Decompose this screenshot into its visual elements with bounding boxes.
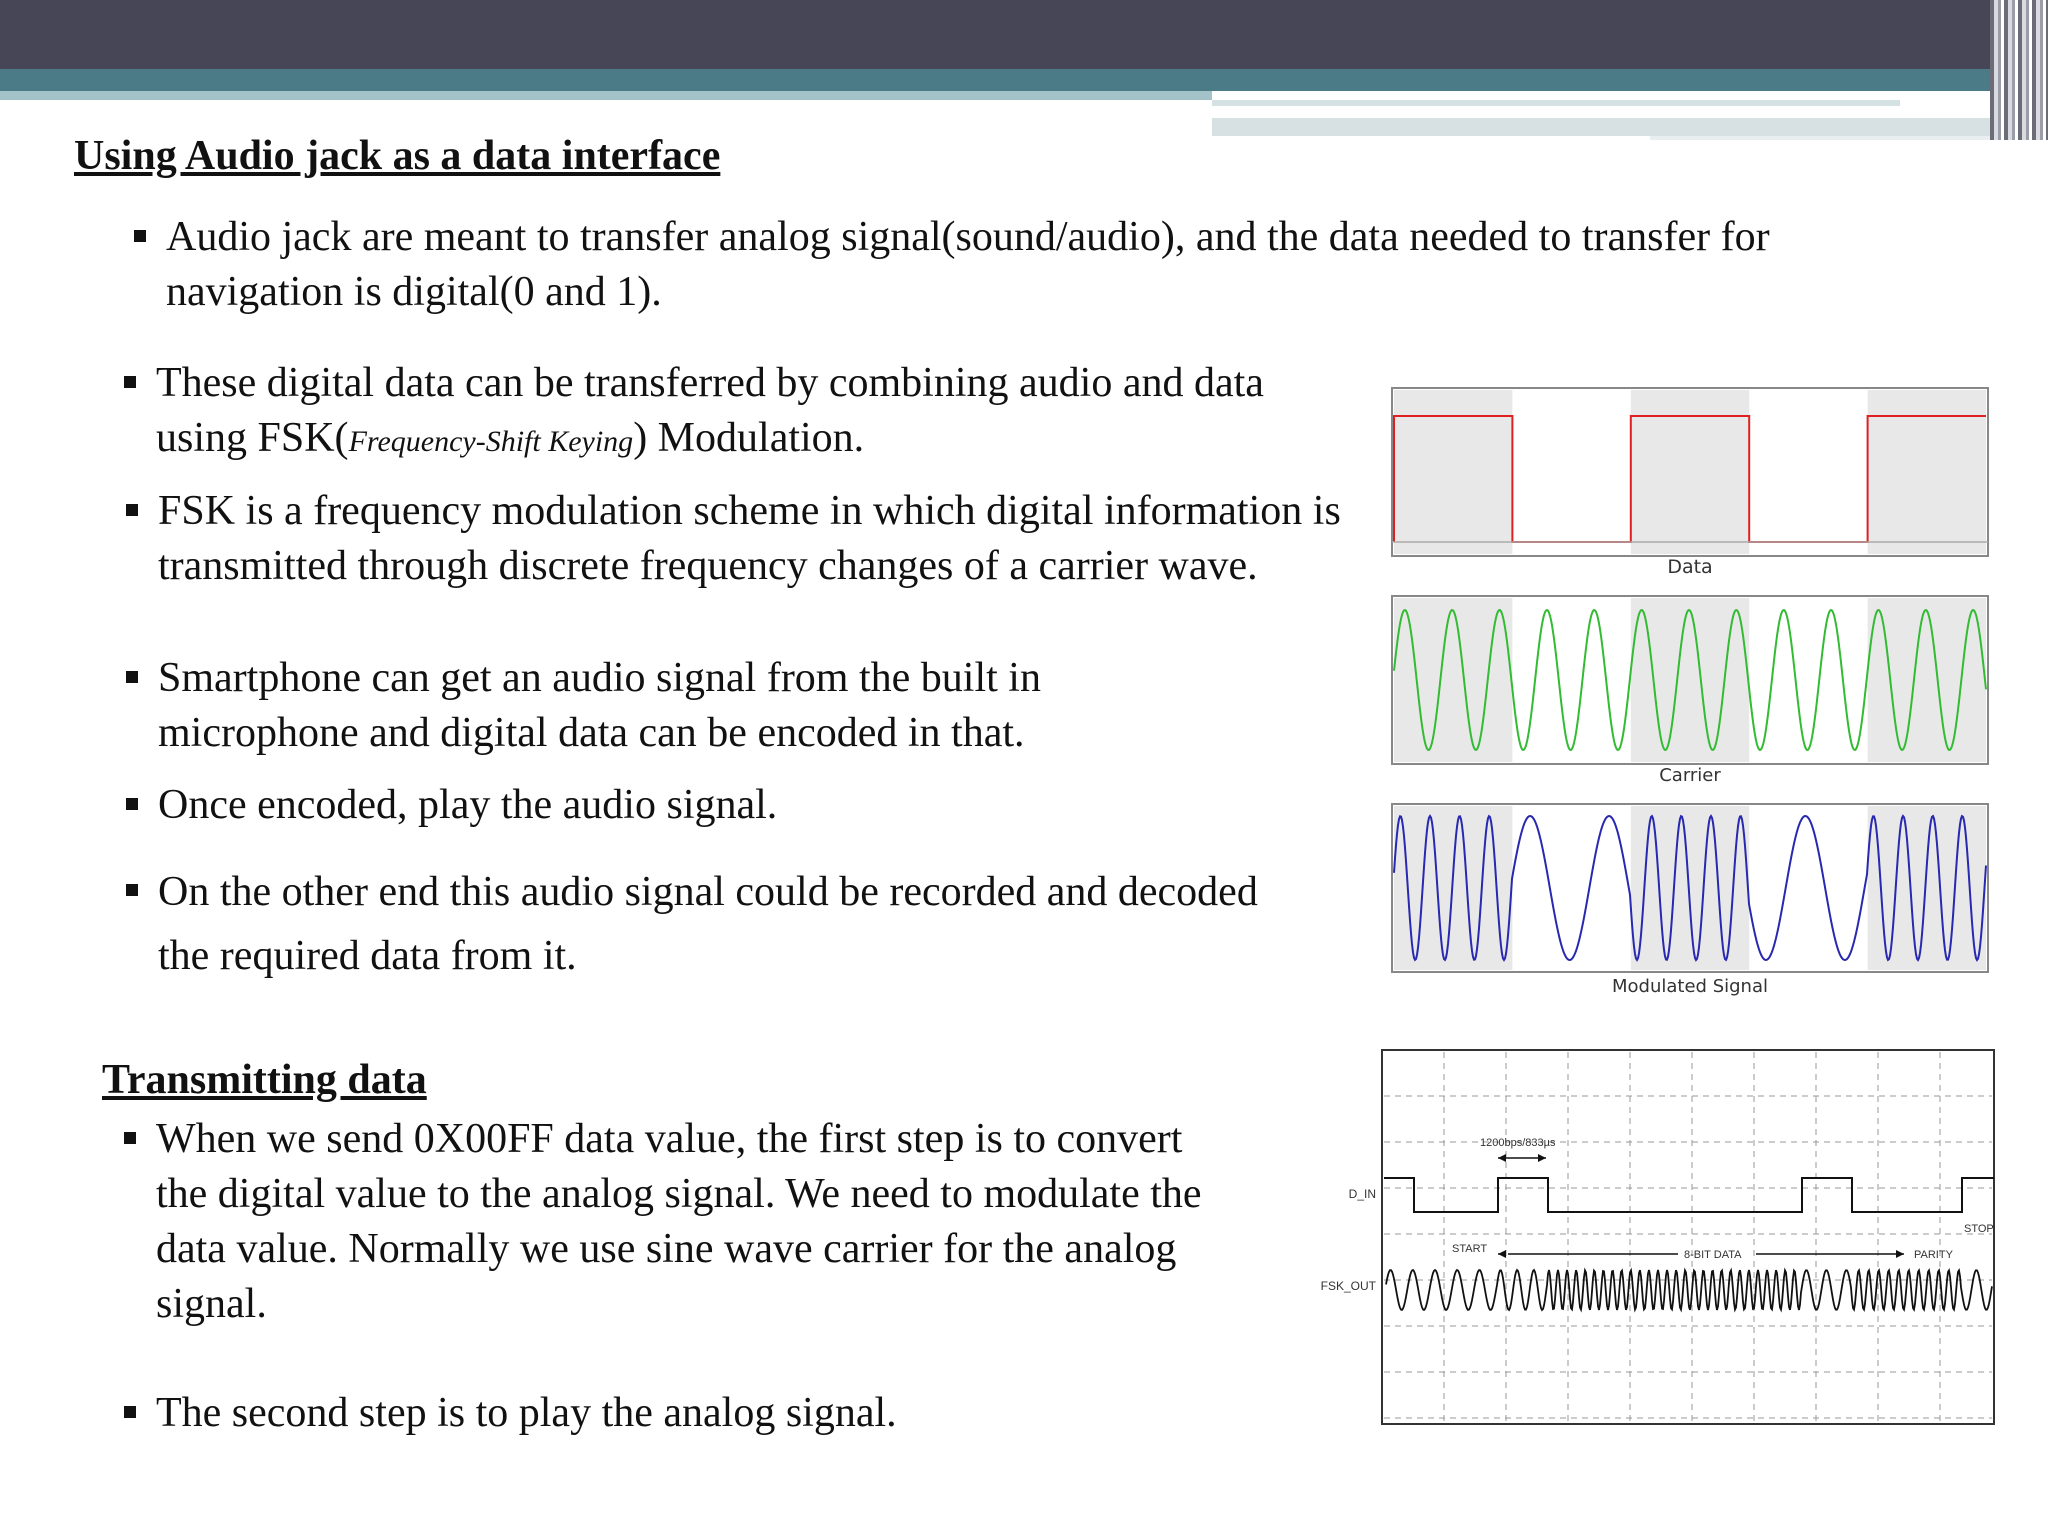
bullet-square-icon [124,376,136,388]
bullet-play-audio [158,778,1358,833]
data-panel [1392,388,1988,556]
start-label: START [1452,1243,1488,1255]
bit-shade [1394,390,1512,554]
bit-shade [1868,390,1986,554]
stop-label: STOP [1964,1223,1994,1235]
fsk-out-label: FSK_OUT [1320,1279,1376,1293]
rate-label: 1200bps/833µs [1480,1137,1556,1149]
bullet-text: Once encoded, play the audio signal. [158,782,778,828]
parity-label: PARITY [1914,1249,1953,1261]
bullet-square-icon [124,1132,136,1144]
bullet-text: Audio jack are meant to transfer analog signal(sound/audio), and the data needed to transfer for navigation is digital(0 and 1). [166,214,1770,315]
bullet-square-icon [124,1406,136,1418]
header-light-band [0,91,1212,100]
bullet-fsk-modulation [156,356,1386,469]
bullet-text: On the other end this audio signal could be recorded and decoded the required data from it. [158,869,1258,979]
bullet-line2-prefix: using FSK( [156,415,349,461]
bit-shade [1631,390,1749,554]
header-right-line [1650,136,1998,140]
bullet-send-value [156,1112,1236,1332]
bullet-square-icon [126,798,138,810]
data-span-label: 8-BIT DATA [1684,1249,1742,1261]
bullet-square-icon [126,504,138,516]
bullet-audio-jack [166,210,1936,320]
bullet-square-icon [134,230,146,242]
header-stripes [1990,0,2048,140]
fsk-italic-term: Frequency-Shift Keying [348,425,634,458]
header-line [1212,100,1900,106]
bullet-square-icon [126,671,138,683]
section-heading-transmitting: Transmitting data [102,1057,427,1103]
header-accent-band [0,69,2048,91]
data-caption: Data [1667,556,1713,578]
header-gap [1212,91,1998,100]
bullet-decode [158,860,1258,988]
modulated-caption: Modulated Signal [1612,976,1768,997]
bullet-text: When we send 0X00FF data value, the first step is to convert the digital value to the analog signal. We need to modulate the data value. Normally we use sine wave carrier for the analog signal. [156,1116,1202,1327]
bullet-line1: These digital data can be transferred by combining audio and data [156,360,1264,406]
bullet-second-step [156,1386,1356,1441]
bullet-square-icon [126,884,138,896]
carrier-panel [1392,596,1988,764]
carrier-caption: Carrier [1659,765,1721,786]
bullet-line2-suffix: ) Modulation. [633,415,865,461]
d-in-label: D_IN [1348,1187,1376,1201]
header-right-band [1212,118,1998,136]
bullet-smartphone [158,651,1158,761]
fsk-diagram [1386,380,2000,1000]
bullet-text: Smartphone can get an audio signal from the built in microphone and digital data can be encoded in that. [158,655,1041,756]
bullet-text: The second step is to play the analog signal. [156,1390,897,1436]
modulated-panel [1392,804,1988,972]
slide-title: Using Audio jack as a data interface [74,133,721,179]
fsk-timing-diagram [1314,1044,2000,1430]
bullet-text: FSK is a frequency modulation scheme in which digital information is transmitted through discrete frequency changes of a carrier wave. [158,488,1341,589]
header-bar [0,0,2048,69]
bullet-fsk-definition [158,484,1358,594]
